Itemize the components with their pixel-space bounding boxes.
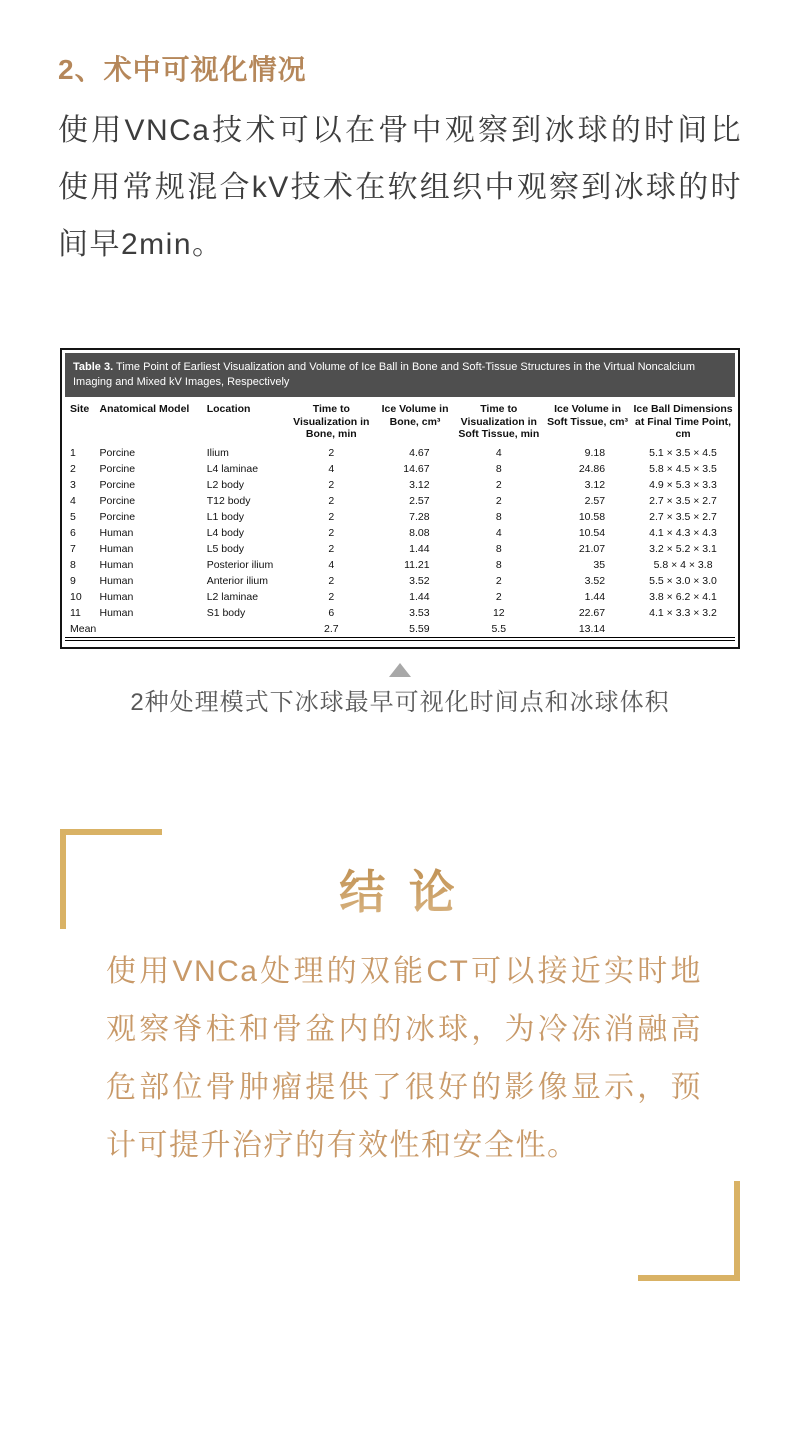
table-cell: 3.53 <box>409 606 430 619</box>
table-cell: 4.67 <box>409 446 430 459</box>
table-header-row <box>65 401 735 445</box>
table-cell: 3.2 × 5.2 × 3.1 <box>649 542 717 555</box>
conclusion-section <box>58 829 742 1281</box>
table-cell: 2 <box>495 494 502 507</box>
table-cell: 5.5 <box>491 622 507 635</box>
table-cell: 8 <box>495 542 502 555</box>
table-cell: Porcine <box>99 478 136 491</box>
table-column-header: Ice Ball Dimensions at Final Time Point, cm <box>633 403 733 440</box>
table-cell: 2.7 × 3.5 × 2.7 <box>649 494 717 507</box>
table-cell: 1.44 <box>409 590 430 603</box>
table-row <box>65 477 735 493</box>
table-cell: 2 <box>328 478 335 491</box>
table-cell: T12 body <box>206 494 251 507</box>
table-cell: 4 <box>328 558 335 571</box>
table-cell: L2 laminae <box>206 590 259 603</box>
table-cell: Porcine <box>99 462 136 475</box>
table-cell: 13.14 <box>578 622 606 635</box>
table-cell: 4 <box>495 446 502 459</box>
table-cell: 2 <box>328 542 335 555</box>
table-cell: 1 <box>70 446 76 459</box>
table-cell: S1 body <box>206 606 246 619</box>
table-cell <box>206 621 286 639</box>
table-cell: 11 <box>70 606 81 619</box>
section-heading: 2、术中可视化情况 <box>58 54 307 85</box>
table-cell: 2 <box>328 510 335 523</box>
table-cell: 8 <box>495 462 502 475</box>
table-cell: 7.28 <box>409 510 430 523</box>
table-cell: 5.59 <box>409 622 430 635</box>
table-cell: 8 <box>70 558 76 571</box>
triangle-up-icon <box>389 663 411 677</box>
table-row <box>65 573 735 589</box>
table-cell: Mean <box>70 622 97 635</box>
table-cell: 2 <box>328 494 335 507</box>
table-cell: L5 body <box>206 542 245 555</box>
table-cell: 5.8 × 4 × 3.8 <box>653 558 713 571</box>
bracket-bottom-right-decoration <box>638 1181 740 1281</box>
table-cell: 10.54 <box>578 526 606 539</box>
figure-caption: 2种处理模式下冰球最早可视化时间点和冰球体积 <box>130 688 670 716</box>
table-column-header: Location <box>206 403 251 415</box>
table-column-header: Time to Visualization in Bone, min <box>293 403 370 440</box>
table-cell: 8 <box>495 558 502 571</box>
table-cell: 8 <box>495 510 502 523</box>
table-cell: 2 <box>328 574 335 587</box>
bracket-top-left-decoration <box>60 829 162 929</box>
table-row <box>65 509 735 525</box>
table-row <box>65 493 735 509</box>
table-cell: Ilium <box>206 446 229 459</box>
table-cell: L1 body <box>206 510 245 523</box>
table-cell: 3 <box>70 478 76 491</box>
table-cell: 2 <box>328 526 335 539</box>
table-cell: 2 <box>70 462 76 475</box>
table-title-text: Time Point of Earliest Visualization and Volume of Ice Ball in Bone and Soft-Tissue Structures in the Virtual Noncalcium Imaging and Mixed kV Images, Respectively <box>73 361 696 388</box>
table-cell: 2.7 <box>323 622 339 635</box>
table-cell: 4.1 × 4.3 × 4.3 <box>649 526 717 539</box>
table-cell: 2 <box>328 590 335 603</box>
table-cell: Human <box>99 526 134 539</box>
table-title-label: Table 3. <box>73 361 114 373</box>
table-cell: 35 <box>593 558 606 571</box>
table-cell: 5 <box>70 510 76 523</box>
table-row <box>65 557 735 573</box>
table-cell: 4.1 × 3.3 × 3.2 <box>649 606 717 619</box>
table-cell: 9 <box>70 574 76 587</box>
table-cell <box>631 621 735 639</box>
table-body <box>65 445 735 639</box>
table-cell: 7 <box>70 542 76 555</box>
table-cell: 2.57 <box>584 494 606 507</box>
intro-paragraph: 使用VNCa技术可以在骨中观察到冰球的时间比使用常规混合kV技术在软组织中观察到冰球的时间早2min。 <box>58 114 742 261</box>
table-cell: 6 <box>328 606 335 619</box>
table-cell: 2 <box>495 574 502 587</box>
table-cell: Human <box>99 590 134 603</box>
table-cell: 9.18 <box>584 446 606 459</box>
table-cell: Anterior ilium <box>206 574 268 587</box>
table-cell: 4.9 × 5.3 × 3.3 <box>649 478 717 491</box>
table-cell: 11.21 <box>404 558 430 571</box>
table-cell: Human <box>99 606 134 619</box>
table-cell: 3.52 <box>409 574 430 587</box>
table-cell: Porcine <box>99 510 136 523</box>
table-cell: 24.86 <box>578 462 606 475</box>
table-row <box>65 445 735 461</box>
table-cell: Human <box>99 542 134 555</box>
table-cell: Human <box>99 574 134 587</box>
table-cell: Porcine <box>99 446 136 459</box>
table-cell: Posterior ilium <box>206 558 274 571</box>
table-row <box>65 525 735 541</box>
table-figure <box>60 348 740 649</box>
table-row <box>65 605 735 621</box>
table-row <box>65 541 735 557</box>
conclusion-paragraph: 使用VNCa处理的双能CT可以接近实时地观察脊柱和骨盆内的冰球，为冷冻消融高危部位骨肿瘤提供了很好的影像显示，预计可提升治疗的有效性和安全性。 <box>106 954 702 1162</box>
table-column-header: Site <box>70 403 90 415</box>
table-cell: 3.12 <box>584 478 606 491</box>
table-cell: 5.5 × 3.0 × 3.0 <box>649 574 717 587</box>
table-row <box>65 589 735 605</box>
table-cell: 2 <box>495 478 502 491</box>
table-cell: 21.07 <box>578 542 606 555</box>
table-cell: Human <box>99 558 134 571</box>
data-table <box>65 401 735 641</box>
table-cell: L4 body <box>206 526 245 539</box>
table-row <box>65 461 735 477</box>
table-column-header: Time to Visualization in Soft Tissue, min <box>458 403 540 440</box>
table-column-header: Anatomical Model <box>99 403 190 415</box>
table-cell: 2.57 <box>409 494 430 507</box>
table-cell: 1.44 <box>409 542 430 555</box>
conclusion-title: 结 论 <box>58 829 742 921</box>
table-cell: 4 <box>328 462 335 475</box>
table-cell: 3.12 <box>409 478 430 491</box>
table-column-header: Ice Volume in Soft Tissue, cm³ <box>547 403 628 428</box>
table-cell: 1.44 <box>584 590 606 603</box>
table-cell: 2.7 × 3.5 × 2.7 <box>649 510 717 523</box>
table-cell <box>99 621 206 639</box>
table-cell: 5.8 × 4.5 × 3.5 <box>649 462 717 475</box>
table-cell: 6 <box>70 526 76 539</box>
table-cell: 2 <box>495 590 502 603</box>
table-cell: Porcine <box>99 494 136 507</box>
table-title-bar <box>65 353 735 397</box>
table-column-header: Ice Volume in Bone, cm³ <box>381 403 449 428</box>
table-cell: 2 <box>328 446 335 459</box>
table-cell: L4 laminae <box>206 462 259 475</box>
table-cell: 4 <box>495 526 502 539</box>
table-cell: 3.8 × 6.2 × 4.1 <box>649 590 717 603</box>
table-cell: 8.08 <box>409 526 430 539</box>
table-cell: L2 body <box>206 478 245 491</box>
table-mean-row <box>65 621 735 639</box>
table-cell: 3.52 <box>584 574 606 587</box>
table-cell: 10 <box>70 590 82 603</box>
table-cell: 12 <box>492 606 505 619</box>
table-head <box>65 401 735 445</box>
table-cell: 14.67 <box>403 462 430 475</box>
table-cell: 4 <box>70 494 76 507</box>
table-cell: 22.67 <box>578 606 606 619</box>
table-cell: 5.1 × 3.5 × 4.5 <box>649 446 717 459</box>
table-cell: 10.58 <box>578 510 606 523</box>
